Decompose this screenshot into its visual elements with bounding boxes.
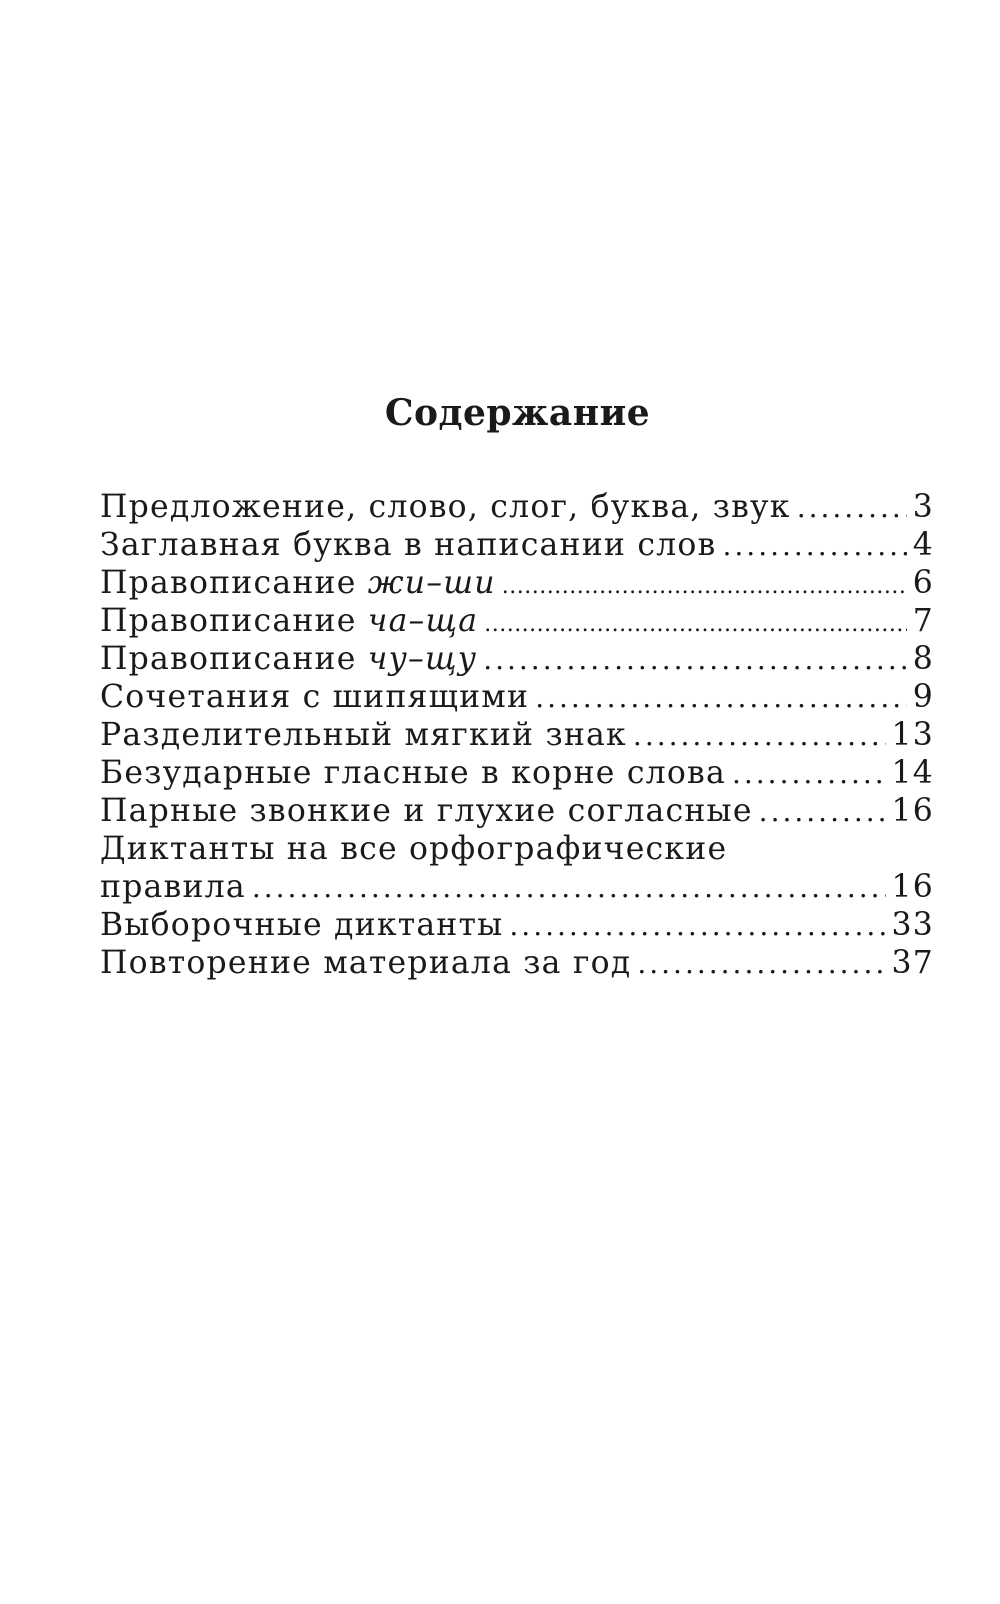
dot-leader bbox=[732, 755, 886, 793]
toc-entry-label: Сочетания с шипящими bbox=[100, 679, 530, 715]
page-title: Содержание bbox=[384, 392, 651, 434]
dot-leader bbox=[252, 869, 886, 907]
toc-entry[interactable] bbox=[100, 944, 934, 982]
dot-leader bbox=[502, 568, 907, 606]
toc-entry-page: 8 bbox=[912, 641, 934, 677]
dot-leader bbox=[535, 679, 907, 717]
dot-leader bbox=[637, 945, 885, 983]
table-of-contents bbox=[100, 488, 934, 982]
toc-entry-page: 14 bbox=[891, 755, 934, 791]
dot-leader bbox=[509, 907, 885, 945]
toc-entry[interactable] bbox=[100, 754, 934, 792]
toc-entry-prefix: Правописание bbox=[100, 641, 368, 677]
dot-leader bbox=[483, 641, 907, 679]
dot-leader bbox=[633, 717, 886, 755]
toc-entry[interactable] bbox=[100, 792, 934, 830]
toc-entry-label: Безударные гласные в корне слова bbox=[100, 755, 726, 791]
toc-entry-italic: жи–ши bbox=[367, 565, 496, 601]
toc-entry-label: Разделительный мягкий знак bbox=[100, 717, 627, 753]
dot-leader bbox=[484, 606, 907, 644]
toc-entry-page: 4 bbox=[912, 527, 934, 563]
toc-entry-page: 13 bbox=[891, 717, 934, 753]
dot-leader bbox=[797, 489, 907, 527]
toc-entry-label bbox=[100, 602, 478, 640]
toc-entry-page: 7 bbox=[912, 603, 934, 639]
toc-entry[interactable] bbox=[100, 716, 934, 754]
toc-entry-page: 33 bbox=[891, 907, 934, 943]
toc-entry-label: Выборочные диктанты bbox=[100, 907, 504, 943]
toc-entry-label: правила bbox=[100, 869, 246, 905]
toc-entry-page: 9 bbox=[912, 679, 934, 715]
toc-entry-label: Предложение, слово, слог, буква, звук bbox=[100, 489, 791, 525]
toc-entry-page: 16 bbox=[891, 869, 934, 905]
toc-entry-italic: ча–ща bbox=[367, 603, 479, 639]
toc-entry-italic: чу–щу bbox=[367, 641, 478, 677]
toc-entry-first-line[interactable] bbox=[100, 830, 934, 868]
toc-entry-prefix: Правописание bbox=[100, 565, 368, 601]
toc-entry-prefix: Правописание bbox=[100, 603, 368, 639]
toc-entry-label: Диктанты на все орфографические bbox=[100, 831, 728, 867]
toc-entry-page: 37 bbox=[891, 945, 934, 981]
toc-entry[interactable] bbox=[100, 640, 934, 678]
toc-entry[interactable] bbox=[100, 488, 934, 526]
toc-entry[interactable] bbox=[100, 602, 934, 640]
toc-entry-page: 3 bbox=[912, 489, 934, 525]
toc-entry-label bbox=[100, 640, 477, 678]
toc-entry[interactable] bbox=[100, 526, 934, 564]
toc-entry-label bbox=[100, 564, 496, 602]
toc-entry-page: 6 bbox=[912, 565, 934, 601]
toc-entry[interactable] bbox=[100, 868, 934, 906]
toc-entry-label: Повторение материала за год bbox=[100, 945, 632, 981]
toc-entry[interactable] bbox=[100, 564, 934, 602]
toc-entry-label: Заглавная буква в написании слов bbox=[100, 527, 717, 563]
dot-leader bbox=[723, 527, 907, 565]
toc-entry[interactable] bbox=[100, 678, 934, 716]
toc-entry[interactable] bbox=[100, 906, 934, 944]
toc-entry-page: 16 bbox=[891, 793, 934, 829]
dot-leader bbox=[759, 793, 886, 831]
toc-entry-label: Парные звонкие и глухие согласные bbox=[100, 793, 753, 829]
